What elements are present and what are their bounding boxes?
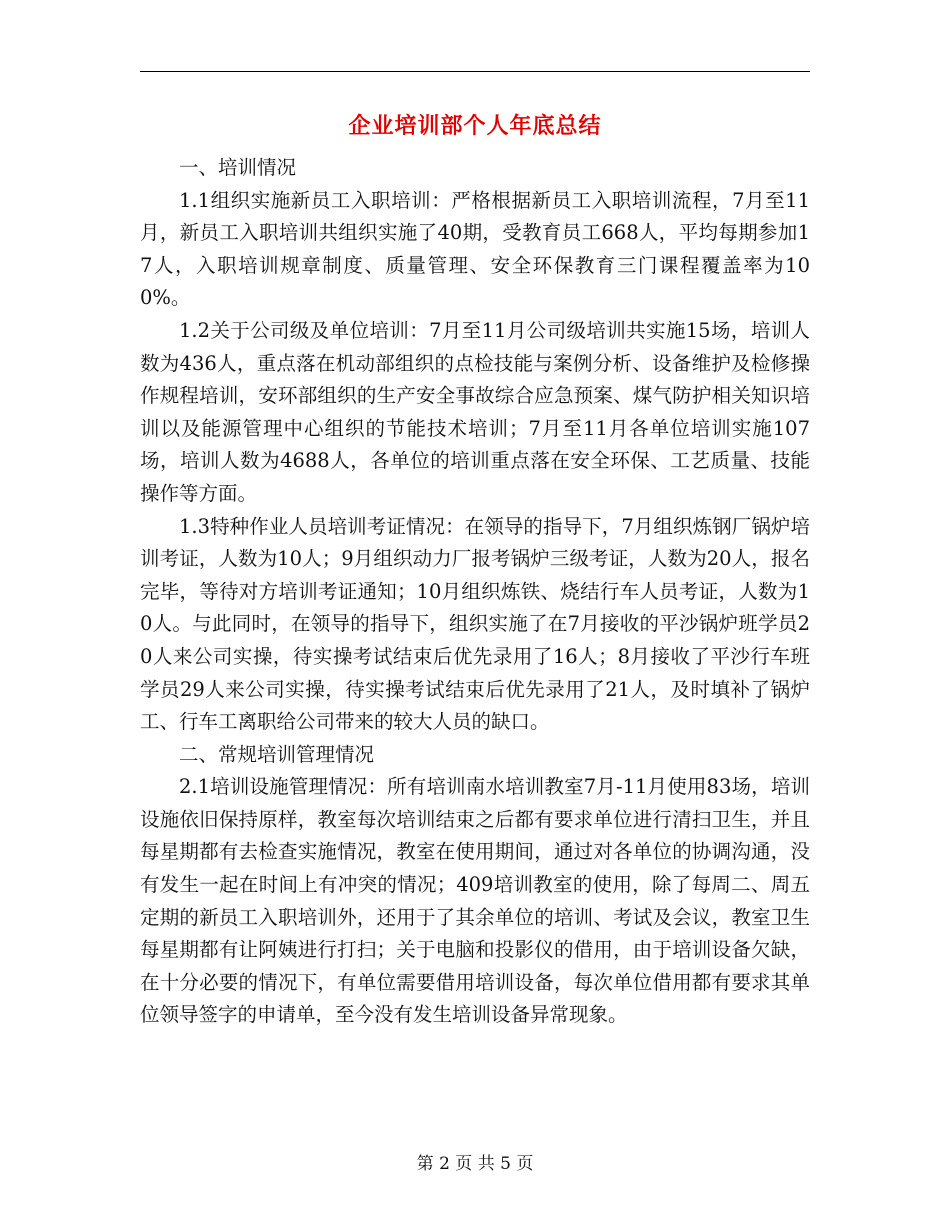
- header-rule: [140, 71, 810, 72]
- document-title: 企业培训部个人年底总结: [348, 113, 602, 139]
- document-body: [140, 152, 810, 1032]
- paragraph-company-unit-training: 1.2关于公司级及单位培训：7月至11月公司级培训共实施15场，培训人数为436人，重点落在机动部组织的点检技能与案例分析、设备维护及检修操作规程培训，安环部组织的生产安全事故综合应急预案、煤气防护相关知识培训以及能源管理中心组织的节能技术培训；7月至11月各单位培训实施107场，培训人数为4688人，各单位的培训重点落在安全环保、工艺质量、技能操作等方面。: [140, 318, 810, 505]
- paragraph-facility-management: 2.1培训设施管理情况：所有培训南水培训教室7月-11月使用83场，培训设施依旧保持原样，教室每次培训结束之后都有要求单位进行清扫卫生，并且每星期都有去检查实施情况，教室在使用期间，通过对各单位的协调沟通，没有发生一起在时间上有冲突的情况；409培训教室的使用，除了每周二、周五定期的新员工入职培训外，还用于了其余单位的培训、考试及会议，教室卫生每星期都有让阿姨进行打扫；关于电脑和投影仪的借用，由于培训设备欠缺，在十分必要的情况下，有单位需要借用培训设备，每次单位借用都有要求其单位领导签字的申请单，至今没有发生培训设备异常现象。: [140, 775, 810, 1027]
- paragraph-special-operations-certification: 1.3特种作业人员培训考证情况：在领导的指导下，7月组织炼钢厂锅炉培训考证，人数为10人；9月组织动力厂报考锅炉三级考证，人数为20人，报名完毕，等待对方培训考证通知；10月组织炼铁、烧结行车人员考证，人数为10人。与此同时，在领导的指导下，组织实施了在7月接收的平沙锅炉班学员20人来公司实操，待实操考试结束后优先录用了16人；8月接收了平沙行车班学员29人来公司实操，待实操考试结束后优先录用了21人，及时填补了锅炉工、行车工离职给公司带来的较大人员的缺口。: [140, 514, 810, 734]
- section-heading-training: 一、培训情况: [179, 156, 297, 179]
- page-number-footer: 第 2 页 共 5 页: [416, 1154, 534, 1174]
- paragraph-onboarding-training: 1.1组织实施新员工入职培训：严格根据新员工入职培训流程，7月至11月，新员工入职培训共组织实施了40期，受教育员工668人，平均每期参加17人，入职培训规章制度、质量管理、安全环保教育三门课程覆盖率为100%。: [140, 188, 810, 310]
- section-heading-routine-management: 二、常规培训管理情况: [179, 742, 375, 766]
